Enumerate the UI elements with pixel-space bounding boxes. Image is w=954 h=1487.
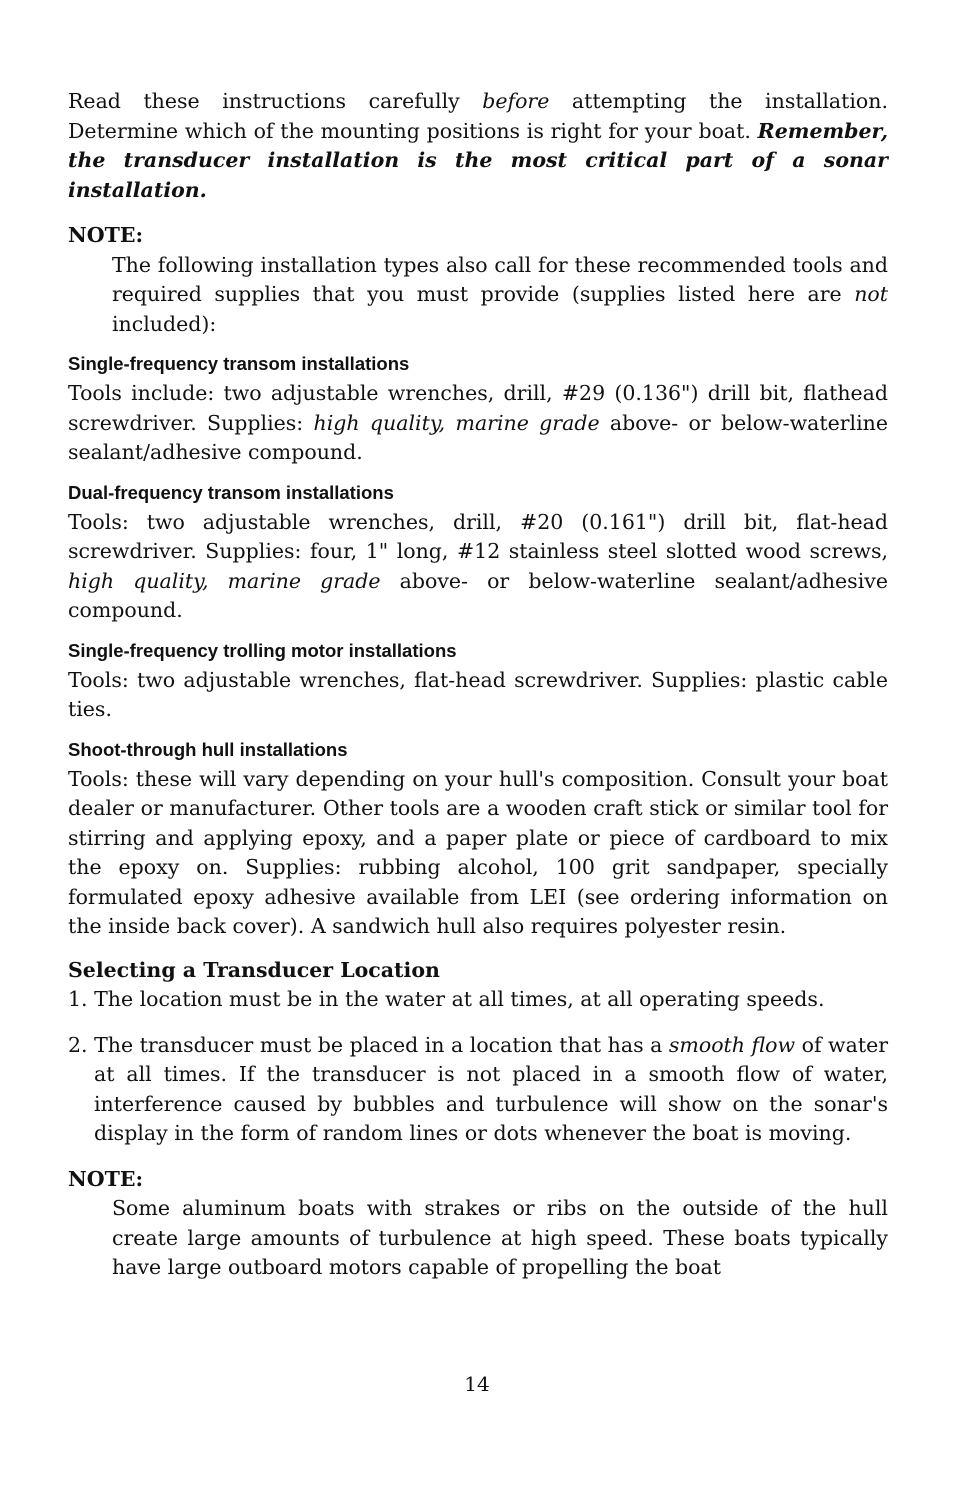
list-item-text-2: of water at all times. If the transducer is not placed in a smooth flow of water, interference caused by bubbles and turbulence will show on the sonar's display in the form of random lines or dots whenever the boat is moving. [94, 1032, 888, 1145]
note-text: The following installation types also call for these recommended tools and required supplies that you must provide (supplies listed here are [112, 252, 888, 306]
note-heading-2: NOTE: [68, 1166, 144, 1191]
shoot-through-text: Tools: these will vary depending on your hull's composition. Consult your boat dealer or manufacturer. Other tools are a wooden craft stick or similar tool for stirring and applying epoxy, and a paper plate or piece of cardboard to mix the epoxy on. Supplies: rubbing alcohol, 100 grit sandpaper, specially formulated epoxy adhesive available from LEI (see ordering information on the inside back cover). A sandwich hull also requires polyester resin. [68, 766, 888, 938]
single-transom-heading: Single-frequency transom installations [68, 353, 410, 374]
list-item [68, 1031, 888, 1149]
single-transom-emphasis: high quality, marine grade [313, 410, 600, 435]
single-transom-tools: Tools include: two adjustable wrenches, drill, #29 (0.136") drill bit, flathead screwdriver. Supplies: [68, 381, 888, 435]
note-emphasis: not [854, 282, 888, 306]
list-item-emphasis: smooth flow [668, 1032, 796, 1057]
intro-warning: Remember, the transducer installation is the most critical part of a sonar installation. [68, 118, 888, 202]
list-item: 1. The location must be in the water at all times, at all operating speeds. [68, 987, 825, 1011]
list-item-text: 2. The transducer must be placed in a location that has a [68, 1032, 669, 1057]
dual-transom-emphasis: high quality, marine grade [68, 568, 381, 593]
shoot-through-heading: Shoot-through hull installations [68, 738, 348, 760]
intro-paragraph [68, 87, 888, 205]
dual-transom-heading: Dual-frequency transom installations [68, 481, 394, 503]
note-body-2: Some aluminum boats with strakes or ribs on the outside of the hull create large amounts of turbulence at high speed. These boats typically have large outboard motors capable of propelling the boat [112, 1196, 888, 1279]
intro-text-2: attempting the installation. Determine which of the mounting positions is right for your boat. [68, 89, 888, 143]
dual-transom-supplies: above- or below-waterline sealant/adhesive compound. [68, 568, 888, 622]
page-content [68, 87, 888, 1283]
dual-transom-tools: Tools: two adjustable wrenches, drill, #20 (0.161") drill bit, flat-head screwdriver. Supplies: four, 1" long, #12 stainless steel slotted wood screws, [68, 509, 888, 563]
note-text-2: included): [112, 311, 217, 336]
page-number: 14 [464, 1372, 490, 1396]
dual-transom-text [68, 508, 888, 626]
note-heading: NOTE: [68, 223, 144, 247]
trolling-heading: Single-frequency trolling motor installations [68, 639, 457, 661]
trolling-text: Tools: two adjustable wrenches, flat-head screwdriver. Supplies: plastic cable ties. [68, 667, 888, 721]
intro-text: Read these instructions carefully [68, 89, 483, 113]
section-heading: Selecting a Transducer Location [68, 957, 440, 982]
single-transom-text [68, 379, 888, 468]
intro-emphasis: before [482, 89, 550, 113]
note-body [112, 251, 888, 340]
single-transom-supplies: above- or below-waterline sealant/adhesive compound. [68, 410, 888, 464]
